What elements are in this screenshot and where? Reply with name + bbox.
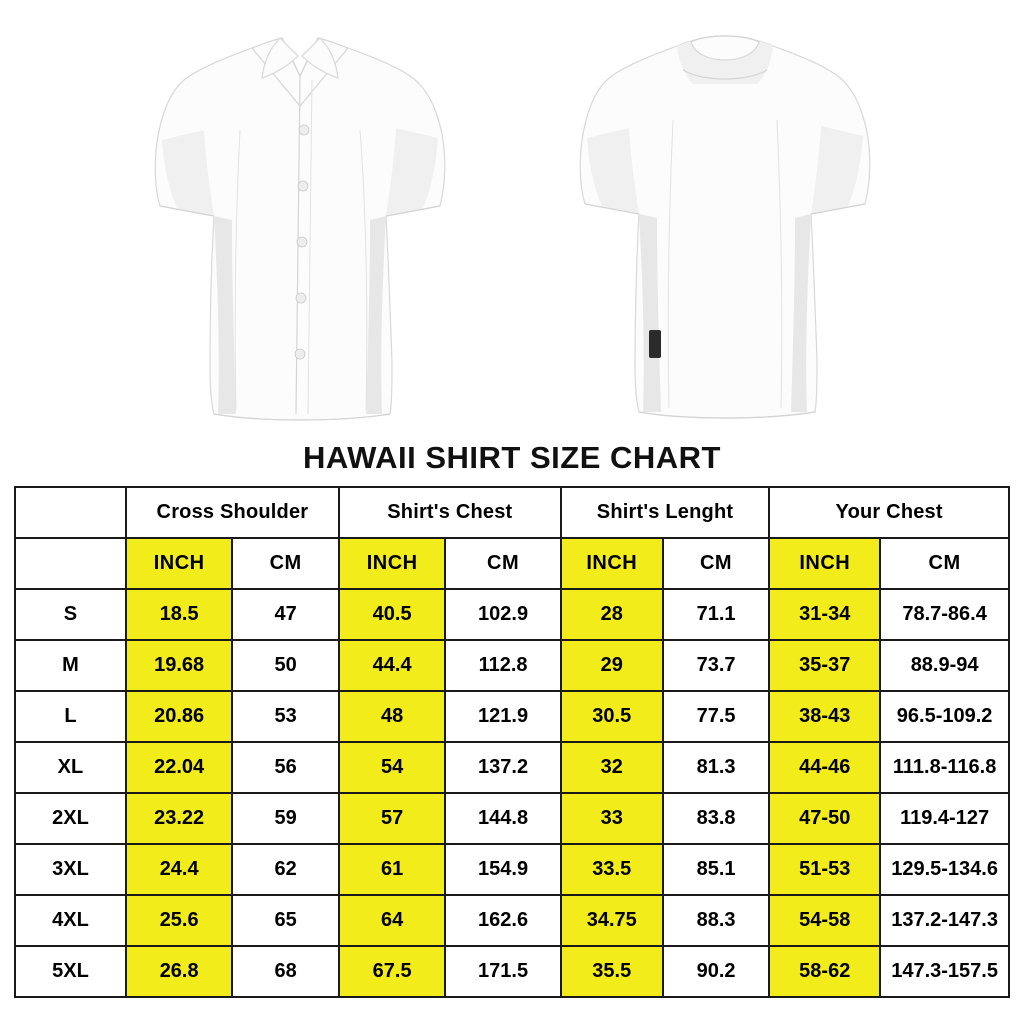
- cell-your-chest-inch: 38-43: [769, 691, 880, 742]
- cell-shirts-chest-inch: 54: [339, 742, 445, 793]
- table-row: [15, 589, 1009, 640]
- cell-shirts-chest-inch: 40.5: [339, 589, 445, 640]
- cell-cross-shoulder-cm: 68: [232, 946, 338, 997]
- cell-cross-shoulder-cm: 65: [232, 895, 338, 946]
- size-label: XL: [15, 742, 126, 793]
- cell-shirts-chest-cm: 162.6: [445, 895, 560, 946]
- cell-your-chest-inch: 51-53: [769, 844, 880, 895]
- table-row: [15, 946, 1009, 997]
- unit-header-your-chest-inch: INCH: [769, 538, 880, 589]
- table-group-header-row: [15, 487, 1009, 538]
- cell-cross-shoulder-inch: 24.4: [126, 844, 232, 895]
- table-row: [15, 895, 1009, 946]
- size-label: S: [15, 589, 126, 640]
- cell-shirts-chest-inch: 44.4: [339, 640, 445, 691]
- size-label: L: [15, 691, 126, 742]
- cell-shirts-chest-inch: 67.5: [339, 946, 445, 997]
- cell-shirts-chest-cm: 171.5: [445, 946, 560, 997]
- table-row: [15, 691, 1009, 742]
- cell-shirts-lenght-inch: 32: [561, 742, 663, 793]
- cell-shirts-chest-inch: 61: [339, 844, 445, 895]
- table-row: [15, 640, 1009, 691]
- cell-cross-shoulder-inch: 23.22: [126, 793, 232, 844]
- cell-shirts-chest-cm: 112.8: [445, 640, 560, 691]
- cell-shirts-lenght-inch: 34.75: [561, 895, 663, 946]
- cell-shirts-lenght-cm: 90.2: [663, 946, 770, 997]
- cell-shirts-lenght-inch: 35.5: [561, 946, 663, 997]
- table-row: [15, 793, 1009, 844]
- cell-your-chest-cm: 111.8-116.8: [880, 742, 1009, 793]
- cell-cross-shoulder-cm: 47: [232, 589, 338, 640]
- cell-shirts-chest-cm: 121.9: [445, 691, 560, 742]
- cell-your-chest-inch: 58-62: [769, 946, 880, 997]
- cell-shirts-chest-inch: 64: [339, 895, 445, 946]
- shirt-front-image: [140, 10, 460, 435]
- cell-shirts-lenght-inch: 33: [561, 793, 663, 844]
- size-label: M: [15, 640, 126, 691]
- cell-your-chest-inch: 47-50: [769, 793, 880, 844]
- cell-shirts-lenght-cm: 77.5: [663, 691, 770, 742]
- cell-shirts-lenght-inch: 29: [561, 640, 663, 691]
- shirt-back-image: [565, 10, 885, 435]
- cell-shirts-lenght-cm: 71.1: [663, 589, 770, 640]
- cell-cross-shoulder-inch: 20.86: [126, 691, 232, 742]
- cell-shirts-chest-cm: 154.9: [445, 844, 560, 895]
- unit-corner-cell: [15, 538, 126, 589]
- cell-shirts-chest-cm: 137.2: [445, 742, 560, 793]
- cell-cross-shoulder-inch: 25.6: [126, 895, 232, 946]
- cell-shirts-lenght-cm: 85.1: [663, 844, 770, 895]
- cell-your-chest-cm: 129.5-134.6: [880, 844, 1009, 895]
- cell-cross-shoulder-inch: 26.8: [126, 946, 232, 997]
- cell-your-chest-inch: 35-37: [769, 640, 880, 691]
- group-header-your-chest: Your Chest: [769, 487, 1009, 538]
- cell-cross-shoulder-cm: 53: [232, 691, 338, 742]
- cell-cross-shoulder-inch: 22.04: [126, 742, 232, 793]
- unit-header-cross-shoulder-inch: INCH: [126, 538, 232, 589]
- cell-your-chest-cm: 137.2-147.3: [880, 895, 1009, 946]
- cell-shirts-lenght-cm: 81.3: [663, 742, 770, 793]
- cell-shirts-lenght-inch: 30.5: [561, 691, 663, 742]
- unit-header-shirts-lenght-inch: INCH: [561, 538, 663, 589]
- cell-cross-shoulder-inch: 19.68: [126, 640, 232, 691]
- cell-shirts-lenght-inch: 28: [561, 589, 663, 640]
- page-title: HAWAII SHIRT SIZE CHART: [303, 440, 721, 475]
- table-unit-header-row: [15, 538, 1009, 589]
- cell-shirts-lenght-cm: 73.7: [663, 640, 770, 691]
- cell-your-chest-inch: 54-58: [769, 895, 880, 946]
- table-row: [15, 742, 1009, 793]
- unit-header-shirts-chest-inch: INCH: [339, 538, 445, 589]
- size-label: 3XL: [15, 844, 126, 895]
- group-header-shirts-chest: Shirt's Chest: [339, 487, 561, 538]
- unit-header-shirts-lenght-cm: CM: [663, 538, 770, 589]
- cell-your-chest-cm: 96.5-109.2: [880, 691, 1009, 742]
- unit-header-your-chest-cm: CM: [880, 538, 1009, 589]
- shirt-illustrations: [0, 0, 1024, 440]
- cell-cross-shoulder-cm: 50: [232, 640, 338, 691]
- size-chart-table: [14, 486, 1010, 998]
- table-corner-cell: [15, 487, 126, 538]
- cell-cross-shoulder-cm: 62: [232, 844, 338, 895]
- cell-your-chest-inch: 31-34: [769, 589, 880, 640]
- cell-cross-shoulder-cm: 59: [232, 793, 338, 844]
- size-label: 4XL: [15, 895, 126, 946]
- cell-shirts-chest-cm: 144.8: [445, 793, 560, 844]
- cell-shirts-lenght-cm: 83.8: [663, 793, 770, 844]
- cell-shirts-lenght-cm: 88.3: [663, 895, 770, 946]
- group-header-shirts-lenght: Shirt's Lenght: [561, 487, 770, 538]
- size-label: 5XL: [15, 946, 126, 997]
- cell-shirts-chest-cm: 102.9: [445, 589, 560, 640]
- cell-shirts-chest-inch: 57: [339, 793, 445, 844]
- unit-header-shirts-chest-cm: CM: [445, 538, 560, 589]
- cell-shirts-chest-inch: 48: [339, 691, 445, 742]
- cell-your-chest-cm: 147.3-157.5: [880, 946, 1009, 997]
- table-row: [15, 844, 1009, 895]
- cell-your-chest-cm: 78.7-86.4: [880, 589, 1009, 640]
- cell-your-chest-inch: 44-46: [769, 742, 880, 793]
- cell-cross-shoulder-cm: 56: [232, 742, 338, 793]
- size-label: 2XL: [15, 793, 126, 844]
- cell-cross-shoulder-inch: 18.5: [126, 589, 232, 640]
- cell-your-chest-cm: 119.4-127: [880, 793, 1009, 844]
- cell-shirts-lenght-inch: 33.5: [561, 844, 663, 895]
- size-table-wrapper: [0, 486, 1024, 998]
- group-header-cross-shoulder: Cross Shoulder: [126, 487, 339, 538]
- unit-header-cross-shoulder-cm: CM: [232, 538, 338, 589]
- cell-your-chest-cm: 88.9-94: [880, 640, 1009, 691]
